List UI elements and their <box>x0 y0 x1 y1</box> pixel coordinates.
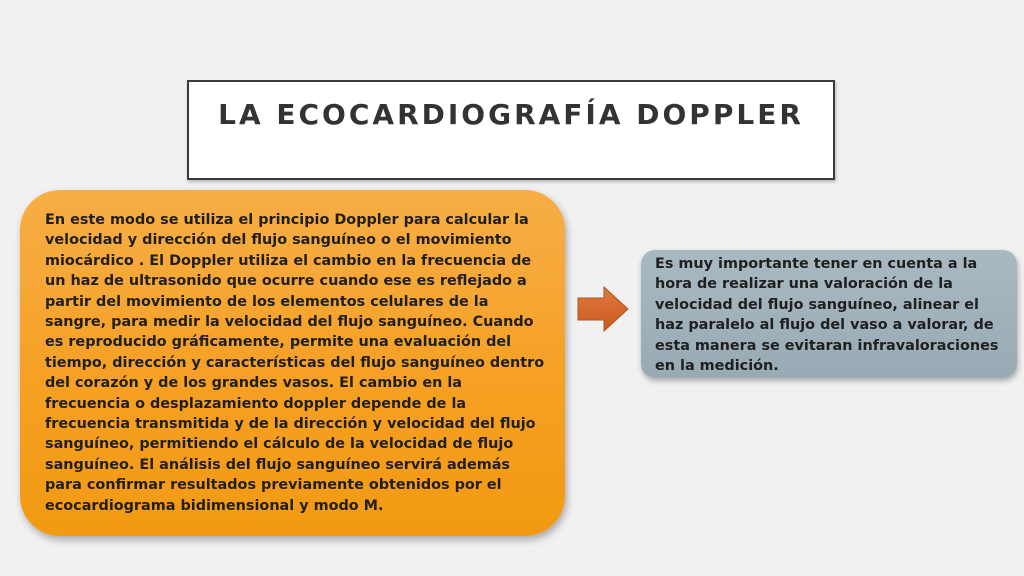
main-text: En este modo se utiliza el principio Doppler para calcular la velocidad y dirección del flujo sanguíneo o el movimiento miocárdico . El Doppler utiliza el cambio en la frecuencia de un haz de ultrasonido que ocurre cuando ese es reflejado a partir del movimiento de los elementos celulares de la sangre, para medir la velocidad del flujo sanguíneo. Cuando es reproducido gráficamente, permite una evaluación del tiempo, dirección y características del flujo sanguíneo dentro del corazón y de los grandes vasos. El cambio en la frecuencia o desplazamiento doppler depende de la frecuencia transmitida y de la dirección y velocidad del flujo sanguíneo, permitiendo el cálculo de la velocidad de flujo sanguíneo. El análisis del flujo sanguíneo servirá además para confirmar resultados previamente obtenidos por el ecocardiograma bidimensional y modo M. <box>45 212 545 514</box>
main-text-box <box>20 190 565 536</box>
side-text-box <box>641 250 1017 378</box>
slide-title: LA ECOCARDIOGRAFÍA DOPPLER <box>218 98 804 131</box>
right-arrow-icon <box>577 286 629 332</box>
side-text: Es muy importante tener en cuenta a la hora de realizar una valoración de la velocidad del flujo sanguíneo, alinear el haz paralelo al flujo del vaso a valorar, de esta manera se evitaran infravaloraciones en la medición. <box>655 256 999 375</box>
title-box <box>187 80 835 180</box>
